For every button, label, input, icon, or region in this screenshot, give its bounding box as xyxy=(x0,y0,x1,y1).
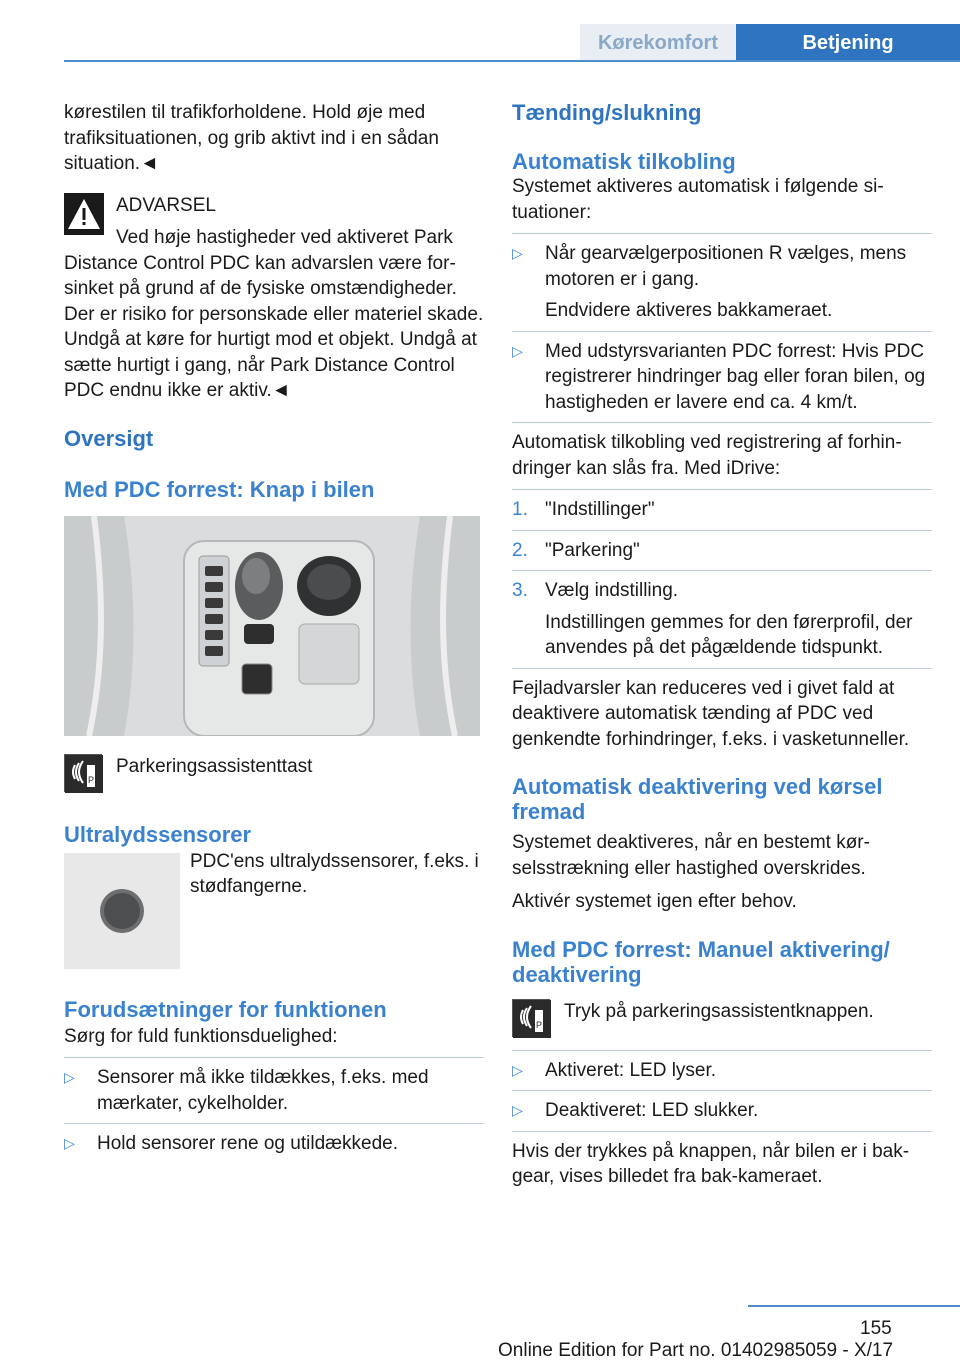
deact-text: Systemet deaktiveres, når en bestemt kørselsstrækning eller hastighed overskrides. xyxy=(512,832,870,879)
left-column xyxy=(64,100,484,1157)
ignition-title: Tænding/slukning xyxy=(512,100,702,125)
list-item xyxy=(64,1065,484,1116)
divider xyxy=(64,1057,484,1058)
triangle-bullet-icon: ▷ xyxy=(64,1135,75,1151)
svg-text:P: P xyxy=(535,1019,543,1030)
list-item xyxy=(512,241,932,324)
sensor-title: Ultralydssensorer xyxy=(64,821,252,847)
deact-text2: Aktivér systemet igen efter behov. xyxy=(512,891,797,912)
bullet-text: Aktiveret: LED lyser. xyxy=(545,1059,717,1081)
header-tab-section[interactable]: Kørekomfort xyxy=(580,24,736,62)
triangle-bullet-icon: ▷ xyxy=(512,342,523,359)
list-item xyxy=(512,578,932,661)
list-item xyxy=(512,538,932,564)
manual-row xyxy=(512,999,932,1043)
divider xyxy=(512,422,932,423)
warning-text: Ved høje hastigheder ved aktiveret Park Distance Control PDC kan advarslen være forsinket på grund af de fysiske omstændigheder. Der er risiko for personskade eller materiel skade. Undgå at køre for hurtigt mod et objekt. Undgå at sætte hurtigt i gang, når Park Distance Control PDC endnu ikke er aktiv.◄ xyxy=(64,227,484,401)
triangle-bullet-icon: ▷ xyxy=(64,1069,75,1085)
edition-text: Online Edition for Part no. 01402985059 - X/17 xyxy=(498,1340,894,1361)
divider xyxy=(512,233,932,234)
step-number: 3. xyxy=(512,580,528,601)
list-item xyxy=(512,1098,932,1124)
button-caption-row xyxy=(64,754,484,796)
step-number: 1. xyxy=(512,499,528,520)
bullet-subtext: Endvidere aktiveres bakkameraet. xyxy=(545,300,833,321)
divider xyxy=(512,489,932,490)
step-number: 2. xyxy=(512,539,528,561)
list-item xyxy=(512,497,932,523)
step-text: "Indstillinger" xyxy=(545,499,655,520)
page-number: 155 xyxy=(860,1318,892,1339)
header-rule xyxy=(64,60,960,62)
knap-title: Med PDC forrest: Knap i bilen xyxy=(64,476,375,502)
divider xyxy=(64,1123,484,1124)
auto-title: Automatisk tilkobling xyxy=(512,149,736,174)
bullet-text: Sensorer må ikke tildækkes, f.eks. med mærkater, cykelholder. xyxy=(97,1067,429,1114)
step-text: "Parkering" xyxy=(545,539,640,561)
list-item xyxy=(512,1058,932,1084)
step-text: Vælg indstilling. xyxy=(545,580,679,601)
header-tab-active[interactable]: Betjening xyxy=(736,24,960,62)
parking-assist-button-icon xyxy=(64,754,102,792)
right-column xyxy=(512,100,932,1198)
warning-block xyxy=(64,193,484,404)
manual-title: Med PDC forrest: Manuel aktivering/ deaktivering xyxy=(512,936,890,987)
divider xyxy=(512,331,932,332)
divider xyxy=(512,530,932,531)
manual-text: Tryk på parkeringsassistentknappen. xyxy=(564,1000,874,1022)
triangle-bullet-icon: ▷ xyxy=(512,245,523,261)
bullet-text: Hold sensorer rene og utildækkede. xyxy=(97,1133,399,1154)
req-title: Forudsætninger for funktionen xyxy=(64,996,387,1022)
bullet-text: Med udstyrsvarianten PDC forrest: Hvis PDC registrerer hindringer bag eller foran bilen, og hastigheden er lavere end ca. 4 km/t. xyxy=(545,340,926,413)
intro-text: kørestilen til trafikforholdene. Hold øje med trafiksituationen, og grib aktivt ind i en sådan situation.◄ xyxy=(64,102,439,174)
triangle-bullet-icon: ▷ xyxy=(512,1061,523,1078)
divider xyxy=(512,1050,932,1051)
triangle-bullet-icon: ▷ xyxy=(512,1102,523,1118)
step-subtext: Indstillingen gemmes for den førerprofil, der anvendes på det pågældende tidspunkt. xyxy=(545,611,913,658)
auto-text: Systemet aktiveres automatisk i følgende situationer: xyxy=(512,176,884,223)
footer-rule xyxy=(748,1305,960,1307)
divider xyxy=(512,1090,932,1091)
sensor-row xyxy=(64,849,484,967)
oversigt-title: Oversigt xyxy=(64,425,154,451)
deact-title: Automatisk deaktivering ved kørsel fremad xyxy=(512,774,883,824)
console-image xyxy=(64,516,480,736)
reverse-text: Hvis der trykkes på knappen, når bilen er i bakgear, vises billedet fra bak-kameraet. xyxy=(512,1140,910,1187)
list-item xyxy=(64,1131,484,1157)
divider xyxy=(512,1131,932,1132)
sensor-image xyxy=(64,853,180,969)
list-item xyxy=(512,339,932,416)
bullet-text: Deaktiveret: LED slukker. xyxy=(545,1100,759,1121)
sensor-text: PDC'ens ultralydssensorer, f.eks. i stødfangerne. xyxy=(190,850,479,897)
req-text: Sørg for fuld funktionsduelighed: xyxy=(64,1025,338,1047)
warning-title: ADVARSEL xyxy=(116,194,216,216)
parking-assist-button-icon xyxy=(512,999,550,1037)
bullet-text: Når gearvælgerpositionen R vælges, mens motoren er i gang. xyxy=(545,243,907,290)
button-caption: Parkeringsassistenttast xyxy=(116,755,313,777)
fault-text: Fejladvarsler kan reduceres ved i givet fald at deaktivere automatisk tænding af PDC ved genkendte forhindringer, f.eks. i vasketunneller. xyxy=(512,677,910,750)
auto-off-text: Automatisk tilkobling ved registrering af forhindringer kan slås fra. Med iDrive: xyxy=(512,432,902,479)
warning-icon xyxy=(64,193,104,243)
divider xyxy=(512,668,932,669)
svg-text:P: P xyxy=(87,774,95,785)
divider xyxy=(512,570,932,571)
